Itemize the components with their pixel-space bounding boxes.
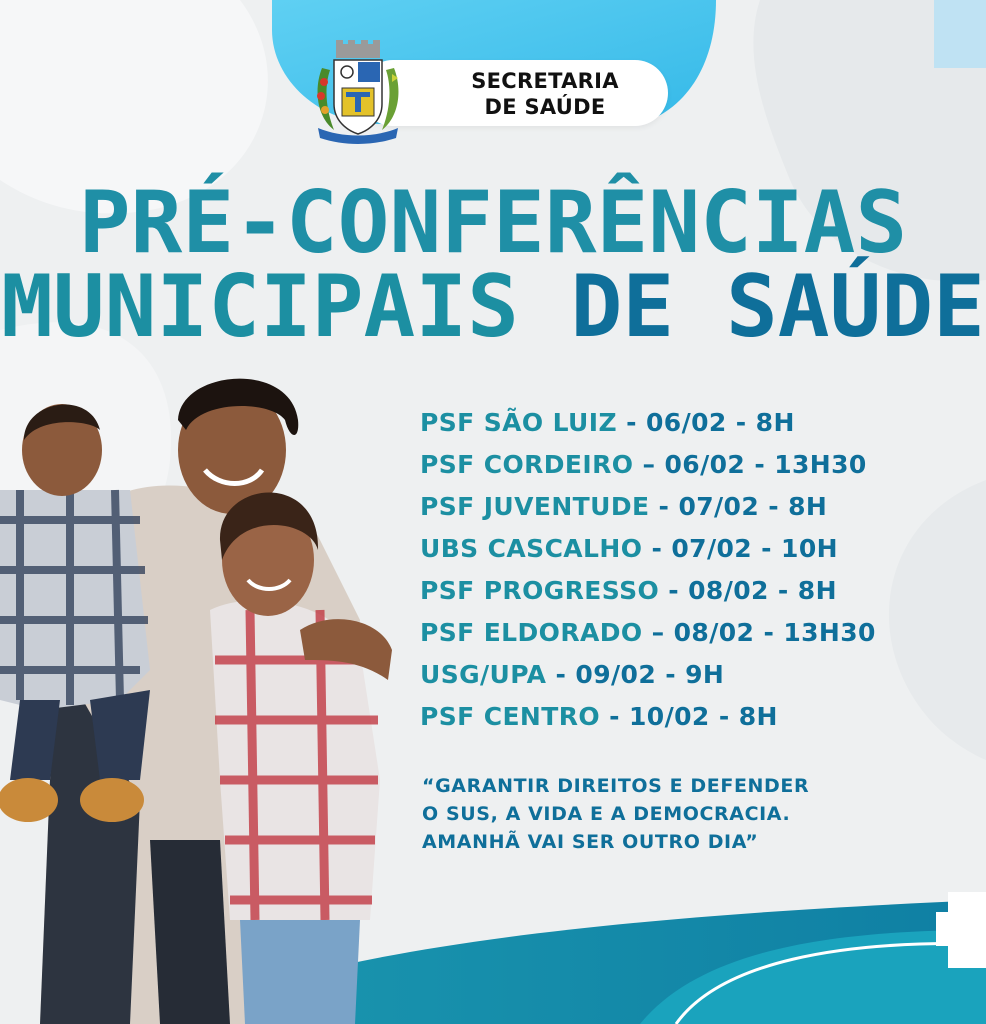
schedule-when: 08/02 - 8H <box>688 576 837 605</box>
schedule-place: PSF CORDEIRO <box>420 450 634 479</box>
schedule-when: 08/02 - 13H30 <box>673 618 876 647</box>
schedule-when: 07/02 - 10H <box>671 534 838 563</box>
schedule-place: PSF ELDORADO <box>420 618 643 647</box>
quote-line2: O SUS, A VIDA E A DEMOCRACIA. <box>422 803 791 825</box>
schedule-place: PSF CENTRO <box>420 702 601 731</box>
schedule-sep: – <box>642 618 674 647</box>
org-name-line1: SECRETARIA <box>471 69 619 93</box>
schedule-row <box>420 654 980 696</box>
schedule-place: PSF JUVENTUDE <box>420 492 650 521</box>
schedule-sep: - <box>659 576 689 605</box>
schedule-when: 06/02 - 13H30 <box>664 450 867 479</box>
header <box>312 38 672 146</box>
schedule-when: 10/02 - 8H <box>629 702 778 731</box>
title-line1 <box>0 173 986 273</box>
schedule-row <box>420 486 980 528</box>
schedule-place: PSF PROGRESSO <box>420 576 660 605</box>
schedule-row <box>420 402 980 444</box>
title-line1-text: PRÉ-CONFERÊNCIAS <box>78 173 908 273</box>
slogan-quote <box>422 772 962 856</box>
schedule-place: PSF SÃO LUIZ <box>420 408 617 437</box>
schedule-place: USG/UPA <box>420 660 547 689</box>
schedule-sep: - <box>642 534 672 563</box>
quote-line1: “GARANTIR DIREITOS E DEFENDER <box>422 775 810 797</box>
schedule-row <box>420 696 980 738</box>
city-coat-of-arms-icon <box>312 38 404 146</box>
schedule-when: 09/02 - 9H <box>575 660 725 689</box>
schedule-place: UBS CASCALHO <box>420 534 643 563</box>
title-line2-part1: MUNICIPAIS <box>1 257 571 357</box>
schedule-row <box>420 444 980 486</box>
schedule-list <box>420 402 980 738</box>
org-name <box>430 68 660 120</box>
schedule-sep: – <box>633 450 665 479</box>
title-line2 <box>0 257 986 357</box>
schedule-when: 06/02 - 8H <box>645 408 795 437</box>
schedule-row <box>420 612 980 654</box>
schedule-sep: - <box>600 702 629 731</box>
schedule-sep: - <box>649 492 679 521</box>
schedule-row <box>420 570 980 612</box>
schedule-when: 07/02 - 8H <box>678 492 828 521</box>
schedule-sep: - <box>546 660 576 689</box>
schedule-row <box>420 528 980 570</box>
family-photo-icon <box>0 360 420 1024</box>
quote-line3: AMANHÃ VAI SER OUTRO DIA” <box>422 831 759 853</box>
schedule-sep: - <box>617 408 646 437</box>
org-name-line2: DE SAÚDE <box>484 95 606 119</box>
title-line2-part2: DE SAÚDE <box>570 257 985 357</box>
